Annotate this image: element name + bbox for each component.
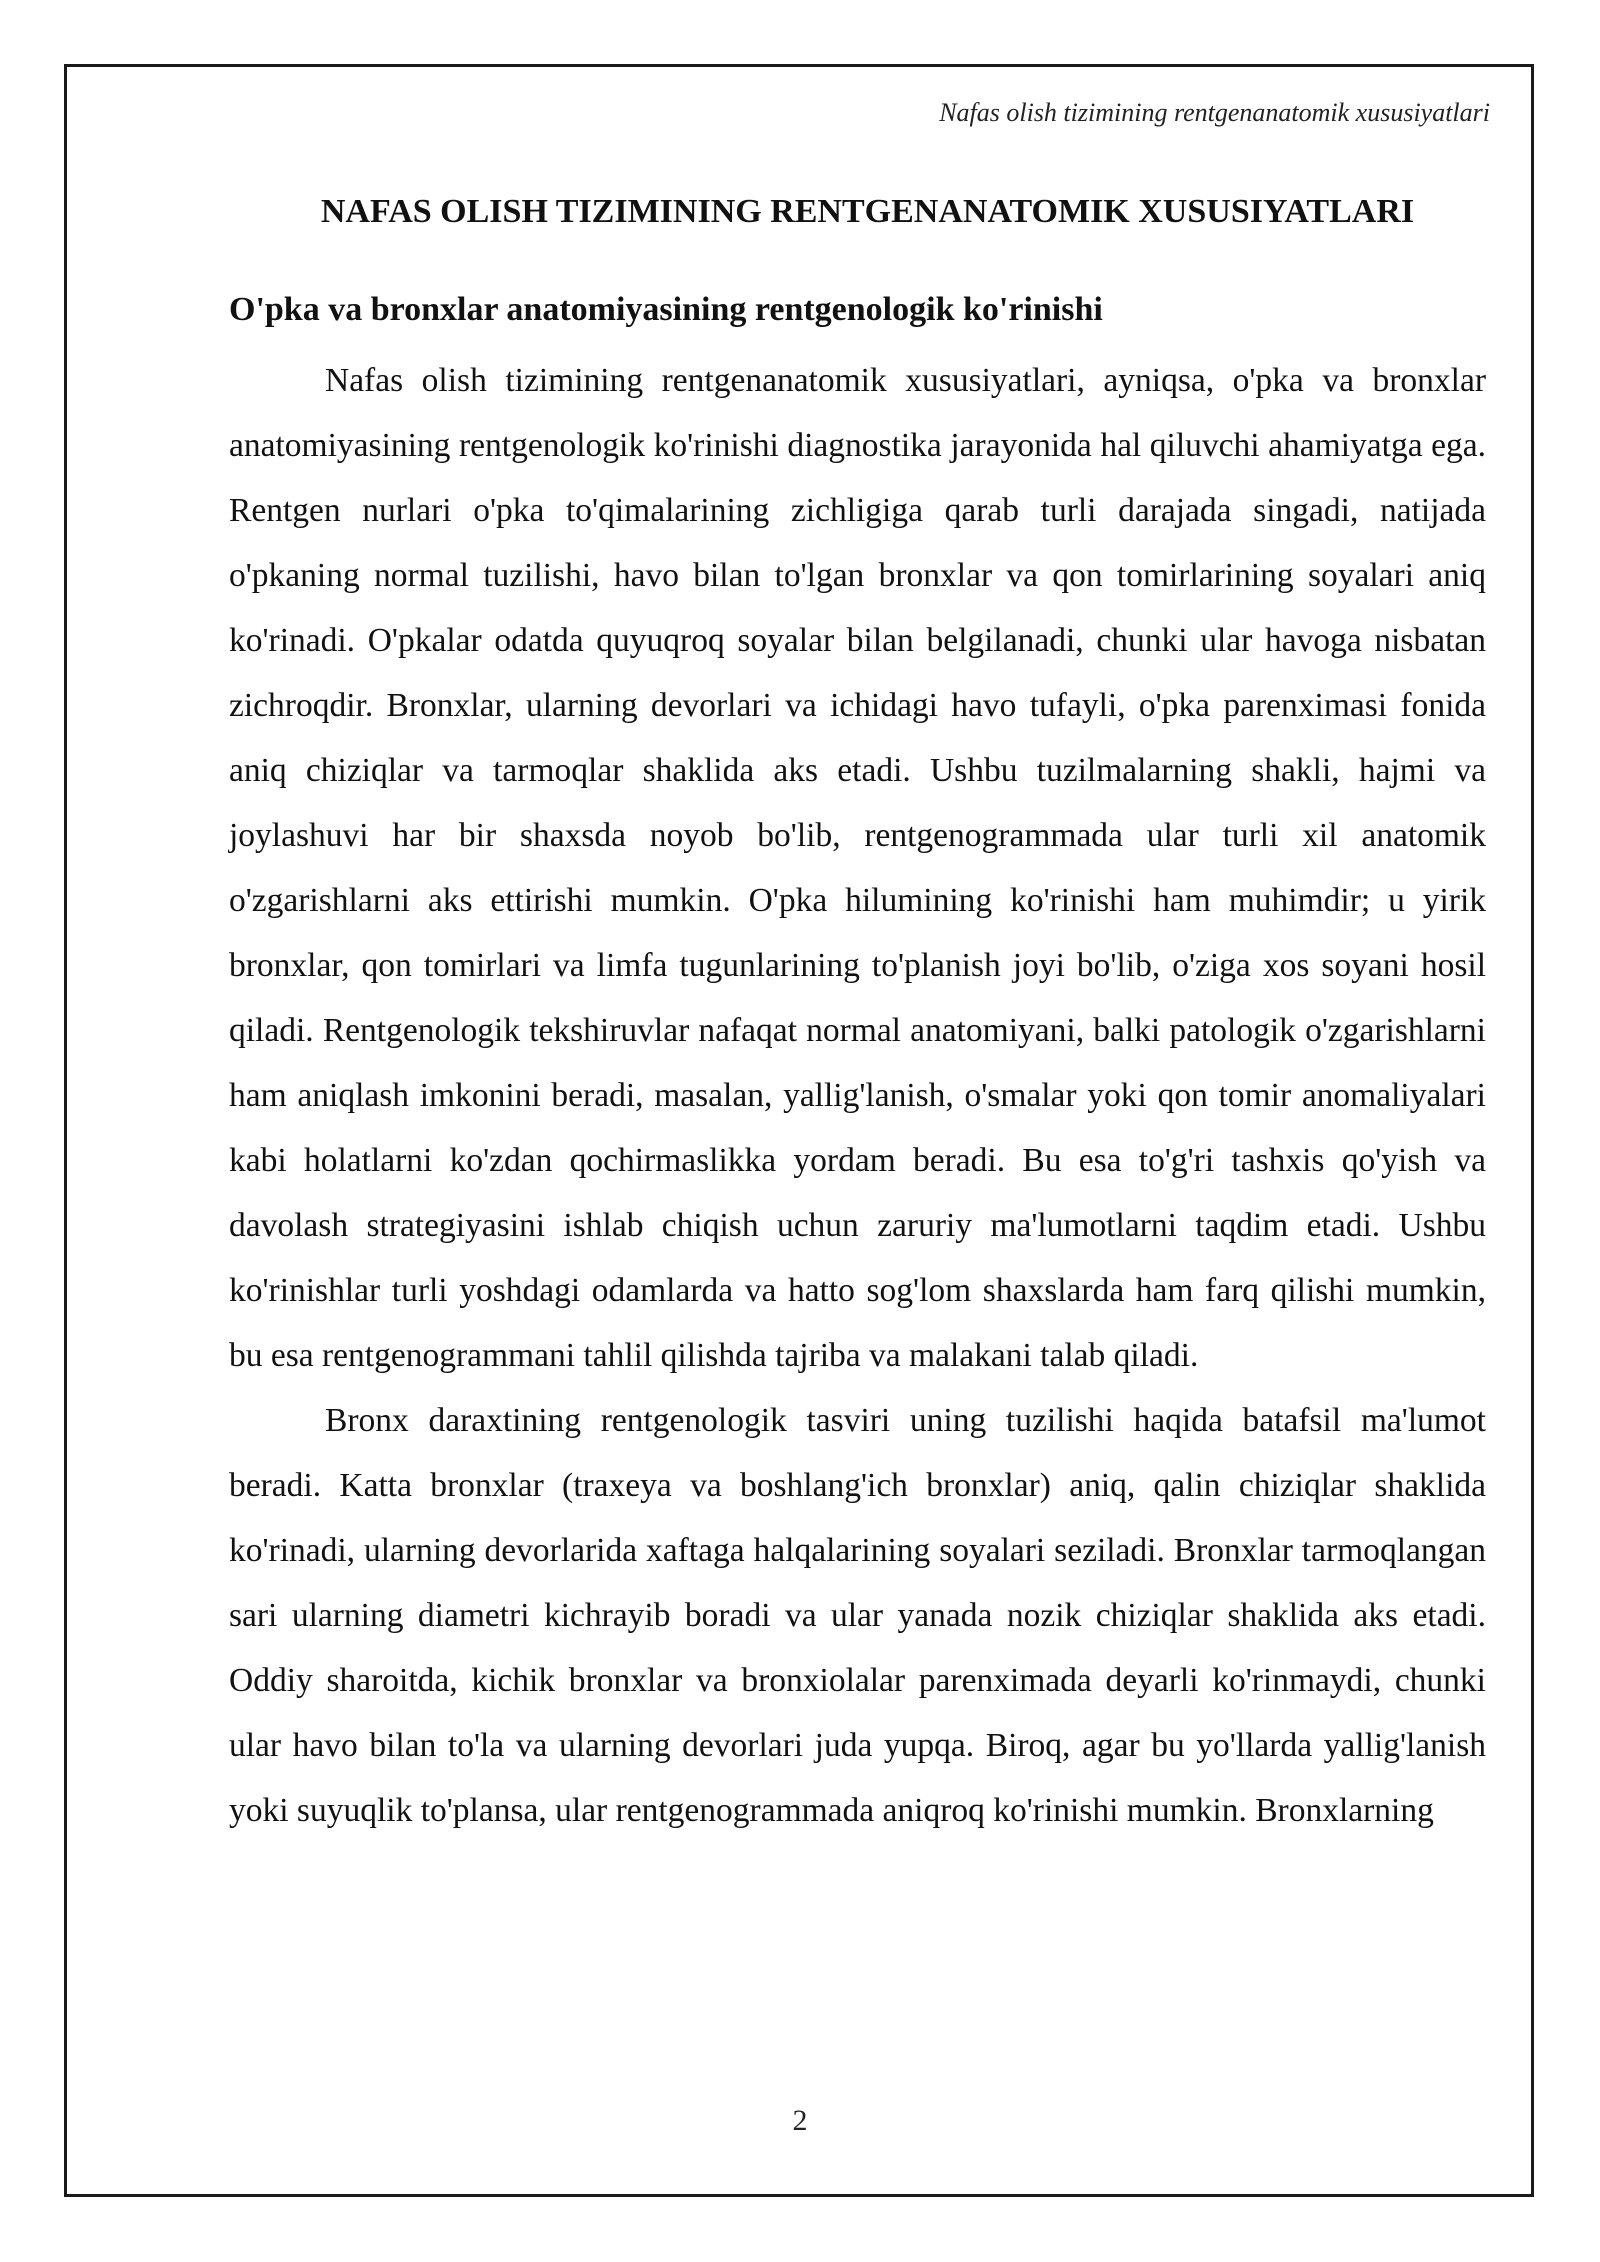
body-paragraph-2: Bronx daraxtining rentgenologik tasviri uning tuzilishi haqida batafsil ma'lumot beradi. Katta bronxlar (traxeya va boshlang'ich bronxlar) aniq, qalin chiziqlar shaklida ko'rinadi, ularning devorlarida xaftaga halqalarining soyalari seziladi. Bronxlar tarmoqlangan sari ularning diametri kichrayib boradi va ular yanada nozik chiziqlar shaklida aks etadi. Oddiy sharoitda, kichik bronxlar va bronxiolalar parenximada deyarli ko'rinmaydi, chunki ular havo bilan to'la va ularning devorlari juda yupqa. Biroq, agar bu yo'llarda yallig'lanish yoki suyuqlik to'plansa, ular rentgenogrammada aniqroq ko'rinishi mumkin. Bronxlarning — [229, 1402, 1486, 1829]
page-number: 2 — [792, 2104, 808, 2137]
body-paragraph-1: Nafas olish tizimining rentgenanatomik xususiyatlari, ayniqsa, o'pka va bronxlar anatomiyasining rentgenologik ko'rinishi diagnostika jarayonida hal qiluvchi ahamiyatga ega. Rentgen nurlari o'pka to'qimalarining zichligiga qarab turli darajada singadi, natijada o'pkaning normal tuzilishi, havo bilan to'lgan bronxlar va qon tomirlarining soyalari aniq ko'rinadi. O'pkalar odatda quyuqroq soyalar bilan belgilanadi, chunki ular havoga nisbatan zichroqdir. Bronxlar, ularning devorlari va ichidagi havo tufayli, o'pka parenximasi fonida aniq chiziqlar va tarmoqlar shaklida aks etadi. Ushbu tuzilmalarning shakli, hajmi va joylashuvi har bir shaxsda noyob bo'lib, rentgenogrammada ular turli xil anatomik o'zgarishlarni aks ettirishi mumkin. O'pka hilumining ko'rinishi ham muhimdir; u yirik bronxlar, qon tomirlari va limfa tugunlarining to'planish joyi bo'lib, o'ziga xos soyani hosil qiladi. Rentgenologik tekshiruvlar nafaqat normal anatomiyani, balki patologik o'zgarishlarni ham aniqlash imkonini beradi, masalan, yallig'lanish, o'smalar yoki qon tomir anomaliyalari kabi holatlarni ko'zdan qochirmaslikka yordam beradi. Bu esa to'g'ri tashxis qo'yish va davolash strategiyasini ishlab chiqish uchun zaruriy ma'lumotlarni taqdim etadi. Ushbu ko'rinishlar turli yoshdagi odamlarda va hatto sog'lom shaxslarda ham farq qilishi mumkin, bu esa rentgenogrammani tahlil qilishda tajriba va malakani talab qiladi. — [229, 362, 1486, 1374]
section-heading: O'pka va bronxlar anatomiyasining rentgenologik ko'rinishi — [229, 291, 1103, 328]
document-title: NAFAS OLISH TIZIMINING RENTGENANATOMIK XUSUSIYATLARI — [320, 193, 1415, 230]
page-content — [229, 186, 1486, 1843]
running-header: Nafas olish tizimining rentgenanatomik xususiyatlari — [939, 98, 1490, 127]
